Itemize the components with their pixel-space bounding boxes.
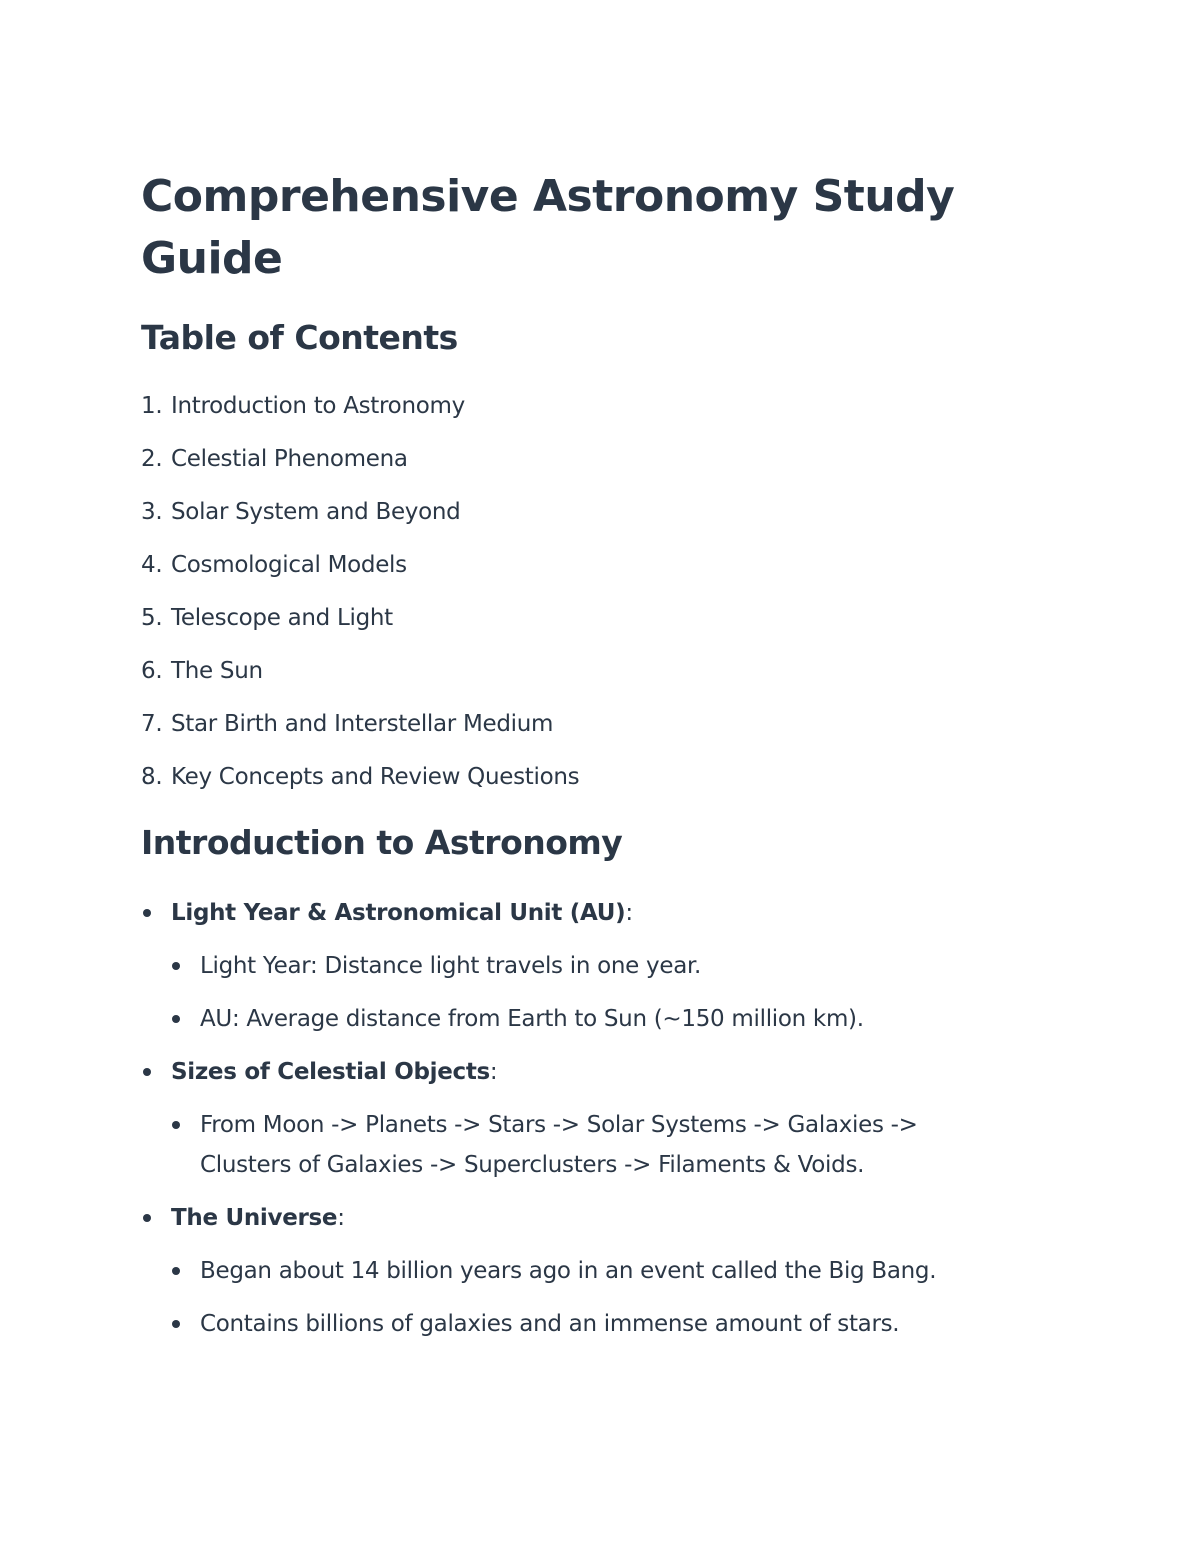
section-label: The Universe	[171, 1205, 338, 1231]
toc-item-number: 5.	[141, 605, 163, 631]
toc-item	[141, 653, 579, 706]
toc-item-label: Star Birth and Interstellar Medium	[171, 711, 554, 737]
sub-bullet	[141, 1105, 1001, 1185]
bullet-dot-icon	[172, 1267, 180, 1275]
table-of-contents	[141, 388, 579, 812]
bullet-dot-icon	[143, 909, 151, 917]
section-colon: :	[625, 900, 633, 926]
toc-item-number: 1.	[141, 393, 163, 419]
toc-item-number: 2.	[141, 446, 163, 472]
toc-item	[141, 547, 579, 600]
toc-item	[141, 494, 579, 547]
toc-item	[141, 441, 579, 494]
section-bullet	[141, 1052, 1001, 1092]
section-label: Light Year & Astronomical Unit (AU)	[171, 900, 626, 926]
intro-bullet-list	[141, 893, 1001, 1357]
toc-item-number: 7.	[141, 711, 163, 737]
section-label: Sizes of Celestial Objects	[171, 1059, 490, 1085]
toc-item-label: The Sun	[171, 658, 263, 684]
toc-item-label: Cosmological Models	[171, 552, 407, 578]
toc-item-label: Solar System and Beyond	[171, 499, 461, 525]
sub-bullet-text: From Moon -> Planets -> Stars -> Solar Systems -> Galaxies -> Clusters of Galaxies -> Superclusters -> Filaments & Voids.	[200, 1112, 918, 1178]
document-title: Comprehensive Astronomy Study Guide	[141, 171, 955, 284]
toc-heading: Table of Contents	[141, 318, 458, 357]
toc-item	[141, 706, 579, 759]
bullet-dot-icon	[172, 1121, 180, 1129]
bullet-dot-icon	[172, 1015, 180, 1023]
section-colon: :	[489, 1059, 498, 1085]
sub-bullet-text: Light Year: Distance light travels in one year.	[200, 953, 702, 979]
toc-item-number: 4.	[141, 552, 163, 578]
bullet-dot-icon	[172, 962, 180, 970]
sub-bullet-text: Contains billions of galaxies and an immense amount of stars.	[200, 1311, 900, 1337]
sub-bullet-text: AU: Average distance from Earth to Sun (~150 million km).	[200, 1006, 864, 1032]
toc-item	[141, 388, 579, 441]
bullet-dot-icon	[172, 1320, 180, 1328]
toc-item-number: 6.	[141, 658, 163, 684]
section-bullet	[141, 893, 1001, 933]
toc-item	[141, 759, 579, 812]
bullet-dot-icon	[143, 1068, 151, 1076]
sub-bullet	[141, 999, 1001, 1039]
sub-bullet-text: Began about 14 billion years ago in an event called the Big Bang.	[200, 1258, 937, 1284]
section-bullet	[141, 1198, 1001, 1238]
intro-heading: Introduction to Astronomy	[141, 823, 623, 862]
toc-item-number: 8.	[141, 764, 163, 790]
sub-bullet	[141, 1251, 1001, 1291]
toc-item-label: Telescope and Light	[171, 605, 393, 631]
toc-item-number: 3.	[141, 499, 163, 525]
section-colon: :	[337, 1205, 345, 1231]
sub-bullet	[141, 1304, 1001, 1344]
toc-item-label: Key Concepts and Review Questions	[171, 764, 580, 790]
toc-item-label: Celestial Phenomena	[171, 446, 408, 472]
sub-bullet	[141, 946, 1001, 986]
bullet-dot-icon	[143, 1214, 151, 1222]
toc-item	[141, 600, 579, 653]
toc-item-label: Introduction to Astronomy	[171, 393, 465, 419]
